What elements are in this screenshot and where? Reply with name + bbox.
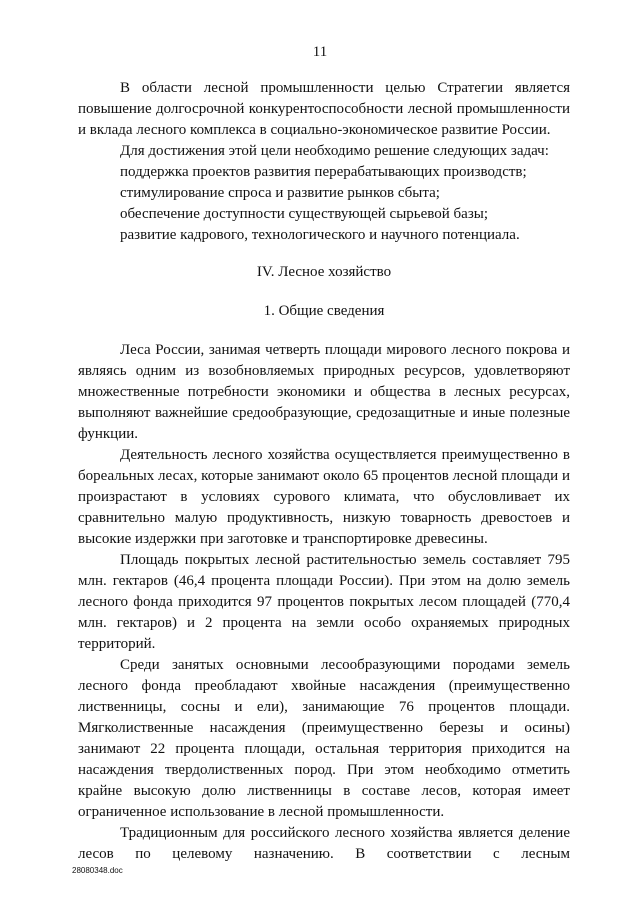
goal-paragraph: В области лесной промышленности целью Стратегии является повышение долгосрочной конкурентоспособности лесной промышленности и вклада лесного комплекса в социально-экономическое развитие России. [78,80,570,138]
document-body [78,78,570,865]
task-item: развитие кадрового, технологического и научного потенциала. [120,227,520,243]
body-paragraph: Площадь покрытых лесной растительностью земель составляет 795 млн. гектаров (46,4 процента площади России). При этом на долю земель лесного фонда приходится 97 процентов покрытых лесом площадей (770,4 млн. гектаров) и 2 процента на земли особо охраняемых природных территорий. [78,552,570,652]
subsection-title: 1. Общие сведения [263,303,385,319]
task-item: поддержка проектов развития перерабатывающих производств; [120,164,527,180]
body-paragraph: Традиционным для российского лесного хозяйства является деление лесов по целевому назначению. В соответствии с лесным [78,825,570,862]
page-number: 11 [312,44,328,60]
section-title: IV. Лесное хозяйство [256,264,392,280]
body-paragraph: Среди занятых основными лесообразующими породами земель лесного фонда преобладают хвойные насаждения (преимущественно лиственницы, сосны и ели), занимающие 76 процентов площади. Мягколиственные насаждения (преимущественно березы и осины) занимают 22 процента площади, остальная территория приходится на насаждения твердолиственных пород. При этом необходимо отметить крайне высокую долю лиственницы в составе лесов, которая имеет ограниченное использование в лесной промышленности. [78,657,570,820]
task-item: обеспечение доступности существующей сырьевой базы; [120,206,489,222]
footer-filename: 28080348.doc [72,866,123,875]
tasks-lead: Для достижения этой цели необходимо решение следующих задач: [120,143,549,159]
body-paragraph: Леса России, занимая четверть площади мирового лесного покрова и являясь одним из возобновляемых природных ресурсов, удовлетворяют множественные потребности экономики и общества в лесных ресурсах, выполняют важнейшие средообразующие, средозащитные и иные полезные функции. [78,342,570,442]
task-item: стимулирование спроса и развитие рынков сбыта; [120,185,440,201]
body-paragraph: Деятельность лесного хозяйства осуществляется преимущественно в бореальных лесах, которые занимают около 65 процентов лесной площади и произрастают в условиях сурового климата, что обусловливает их сравнительно малую продуктивность, низкую товарность древостоев и высокие издержки при заготовке и транспортировке древесины. [78,447,570,547]
